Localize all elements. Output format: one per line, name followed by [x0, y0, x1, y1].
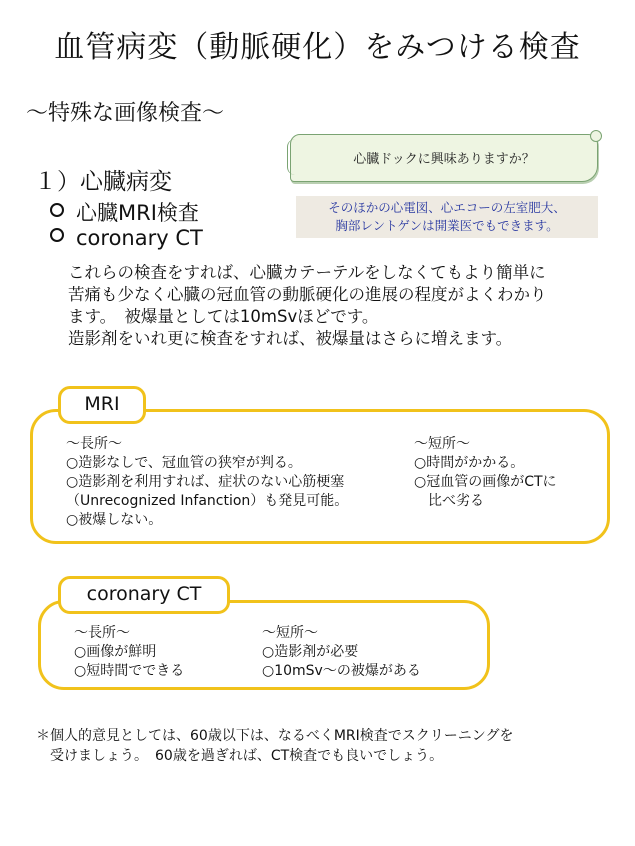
- list-item: 比べ劣る: [414, 493, 484, 509]
- ct-cons-list: [262, 624, 421, 681]
- intro-line: 造影剤をいれ更に検査をすれば、被爆量はさらに増えます。: [68, 329, 513, 348]
- cons-heading: 〜短所〜: [262, 625, 318, 641]
- ct-panel-label: coronary CT: [58, 576, 230, 614]
- exam-item-mri: [50, 197, 199, 227]
- scroll-curl-icon: [590, 130, 602, 142]
- footnote-line: 受けましょう。 60歳を過ぎれば、CT検査でも良いでしょう。: [36, 748, 444, 764]
- note-line: そのほかの心電図、心エコーの左室肥大、: [328, 200, 566, 215]
- page-title: 血管病変（動脈硬化）をみつける検査: [54, 30, 581, 65]
- footnote-line: ＊個人的意見としては、60歳以下は、なるべくMRI検査でスクリーニングを: [36, 728, 514, 744]
- ct-pros-list: [74, 624, 184, 681]
- callout-scroll: [290, 134, 598, 182]
- list-item: ○短時間でできる: [74, 663, 185, 679]
- list-item: ○画像が鮮明: [74, 644, 157, 660]
- intro-line: 苦痛も少なく心臓の冠血管の動脈硬化の進展の程度がよくわかり: [68, 285, 547, 304]
- footnote: [36, 726, 616, 766]
- circle-bullet-icon: [50, 203, 64, 217]
- circle-bullet-icon: [50, 228, 64, 242]
- list-item: ○10mSv〜の被爆がある: [262, 663, 421, 679]
- exam-item-label: coronary CT: [76, 226, 203, 250]
- intro-line: これらの検査をすれば、心臓カテーテルをしなくてもより簡単に: [68, 263, 546, 282]
- note-box: [296, 196, 598, 238]
- mri-panel-label: MRI: [58, 386, 146, 424]
- mri-pros-list: [66, 435, 348, 530]
- mri-cons-list: [414, 435, 557, 511]
- note-line: 胸部レントゲンは開業医でもできます。: [335, 218, 559, 233]
- section-heading: １）心臓病変: [34, 169, 172, 195]
- intro-paragraph: [68, 262, 628, 350]
- intro-line: ます。 被爆量としては10mSvほどです。: [68, 307, 379, 326]
- page-subtitle: 〜特殊な画像検査〜: [26, 101, 225, 126]
- exam-item-label: 心臓MRI検査: [76, 201, 199, 225]
- pros-heading: 〜長所〜: [66, 436, 122, 452]
- exam-item-ct: [50, 226, 203, 250]
- list-item: ○被爆しない。: [66, 512, 163, 528]
- list-item: （Unrecognized Infanction）も発見可能。: [66, 493, 349, 509]
- list-item: ○時間がかかる。: [414, 455, 525, 471]
- cons-heading: 〜短所〜: [414, 436, 470, 452]
- list-item: ○造影剤を利用すれば、症状のない心筋梗塞: [66, 474, 345, 490]
- list-item: ○冠血管の画像がCTに: [414, 474, 557, 490]
- callout-text: 心臓ドックに興味ありますか？: [353, 152, 535, 167]
- list-item: ○造影なしで、冠血管の狭窄が判る。: [66, 455, 302, 471]
- list-item: ○造影剤が必要: [262, 644, 359, 660]
- pros-heading: 〜長所〜: [74, 625, 130, 641]
